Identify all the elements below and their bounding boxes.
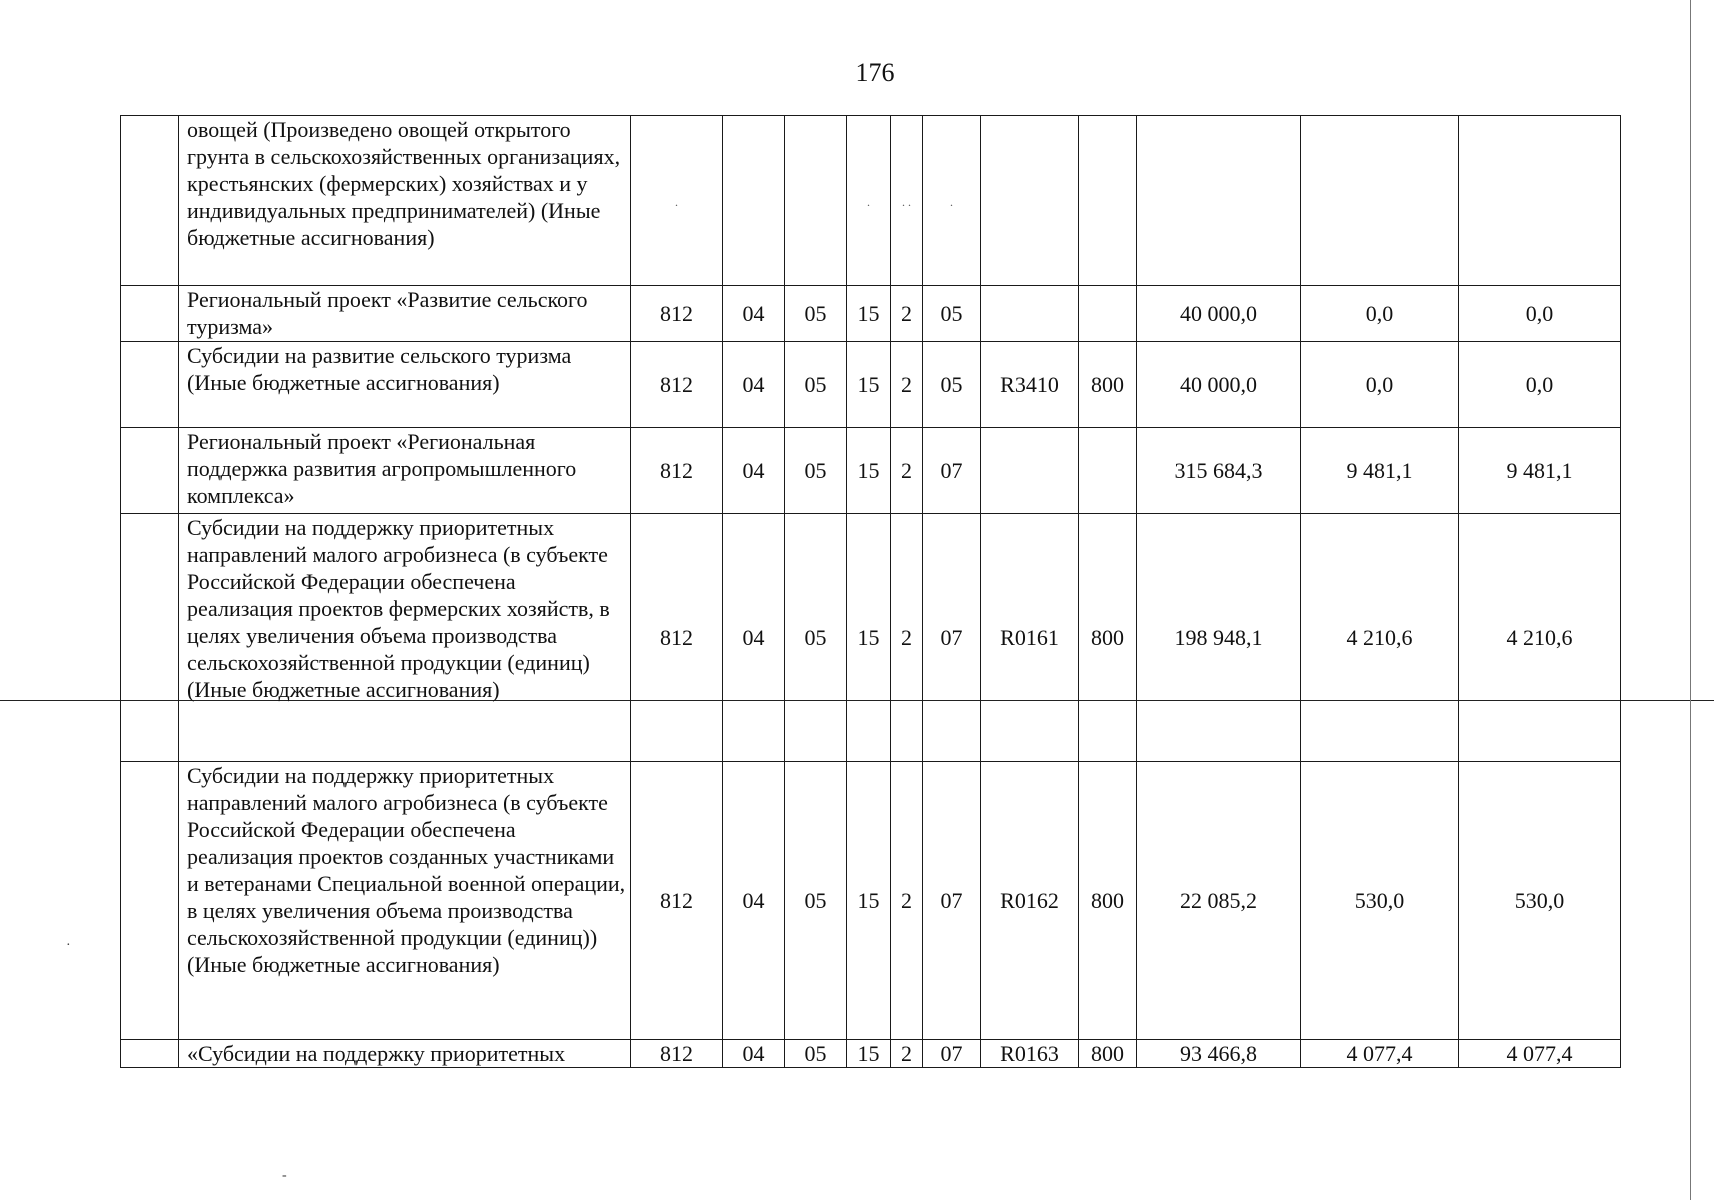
section-cell: 04 — [723, 286, 785, 342]
description-cell: Субсидии на поддержку приоритетных направлений малого агробизнеса (в субъекте Российской Федерации обеспечена реализация проектов фермерских хозяйств, в целях увеличения объема производства сельскохозяйственной продукции (единиц) (Иные бюджетные ассигнования) — [179, 514, 631, 762]
amount-2-cell: 9 481,1 — [1301, 428, 1459, 514]
expense-type-cell — [1079, 428, 1137, 514]
row-number-cell — [121, 428, 179, 514]
program-cell: 15 — [847, 342, 891, 428]
amount-2-cell: 530,0 — [1301, 762, 1459, 1040]
expense-type-cell: 800 — [1079, 762, 1137, 1040]
row-number-cell — [121, 514, 179, 762]
target-article-cell: R0163 — [981, 1040, 1079, 1068]
program-cell: 15 — [847, 514, 891, 762]
ministry-cell: 812 — [631, 286, 723, 342]
subsection-cell: 05 — [785, 1040, 847, 1068]
ministry-cell: 812 — [631, 762, 723, 1040]
section-cell: 04 — [723, 428, 785, 514]
amount-3-cell: 4 077,4 — [1459, 1040, 1621, 1068]
table-row — [121, 342, 1621, 428]
program-cell: 15 — [847, 762, 891, 1040]
subsection-cell: 05 — [785, 428, 847, 514]
subsection-cell: 05 — [785, 762, 847, 1040]
section-cell: 04 — [723, 762, 785, 1040]
amount-1-cell: 93 466,8 — [1137, 1040, 1301, 1068]
budget-table — [120, 115, 1621, 1068]
description-cell: Субсидии на развитие сельского туризма (Иные бюджетные ассигнования) — [179, 342, 631, 428]
amount-2-cell — [1301, 116, 1459, 286]
subsection-cell: 05 — [785, 342, 847, 428]
event-cell: 07 — [923, 762, 981, 1040]
expense-type-cell: 800 — [1079, 514, 1137, 762]
event-cell: 07 — [923, 514, 981, 762]
ministry-cell: 812 — [631, 428, 723, 514]
section-cell: 04 — [723, 1040, 785, 1068]
subprogram-cell: 2 — [891, 514, 923, 762]
amount-1-cell — [1137, 116, 1301, 286]
table-row — [121, 1040, 1621, 1068]
row-number-cell — [121, 286, 179, 342]
expense-type-cell — [1079, 286, 1137, 342]
amount-2-cell: 0,0 — [1301, 342, 1459, 428]
event-cell: . — [923, 116, 981, 286]
table-row — [121, 428, 1621, 514]
scan-speck: - — [282, 1168, 287, 1183]
description-cell: Субсидии на поддержку приоритетных направлений малого агробизнеса (в субъекте Российской Федерации обеспечена реализация проектов созданных участниками и ветеранами Специальной военной операции, в целях увеличения объема производства сельскохозяйственной продукции (единиц)) (Иные бюджетные ассигнования) — [179, 762, 631, 1040]
ministry-cell: 812 — [631, 1040, 723, 1068]
table-row — [121, 514, 1621, 762]
subprogram-cell: 2 — [891, 762, 923, 1040]
program-cell: 15 — [847, 428, 891, 514]
program-cell: . — [847, 116, 891, 286]
subsection-cell: 05 — [785, 286, 847, 342]
subprogram-cell: 2 — [891, 1040, 923, 1068]
amount-3-cell: 4 210,6 — [1459, 514, 1621, 762]
amount-1-cell: 22 085,2 — [1137, 762, 1301, 1040]
amount-1-cell: 315 684,3 — [1137, 428, 1301, 514]
subprogram-cell: . . — [891, 116, 923, 286]
row-number-cell — [121, 342, 179, 428]
event-cell: 05 — [923, 286, 981, 342]
expense-type-cell: 800 — [1079, 342, 1137, 428]
amount-3-cell: 0,0 — [1459, 286, 1621, 342]
table-row — [121, 116, 1621, 286]
event-cell: 07 — [923, 428, 981, 514]
amount-2-cell: 0,0 — [1301, 286, 1459, 342]
row-number-cell — [121, 762, 179, 1040]
amount-3-cell: 0,0 — [1459, 342, 1621, 428]
ministry-cell: 812 — [631, 514, 723, 762]
amount-1-cell: 40 000,0 — [1137, 342, 1301, 428]
event-cell: 07 — [923, 1040, 981, 1068]
amount-1-cell: 198 948,1 — [1137, 514, 1301, 762]
target-article-cell — [981, 428, 1079, 514]
subprogram-cell: 2 — [891, 342, 923, 428]
subsection-cell: 05 — [785, 514, 847, 762]
amount-3-cell — [1459, 116, 1621, 286]
amount-3-cell: 530,0 — [1459, 762, 1621, 1040]
event-cell: 05 — [923, 342, 981, 428]
section-cell: 04 — [723, 342, 785, 428]
target-article-cell: R3410 — [981, 342, 1079, 428]
ministry-cell: 812 — [631, 342, 723, 428]
scan-edge-line — [1690, 0, 1691, 1200]
amount-2-cell: 4 077,4 — [1301, 1040, 1459, 1068]
description-cell: «Субсидии на поддержку приоритетных — [179, 1040, 631, 1068]
row-number-cell — [121, 116, 179, 286]
amount-3-cell: 9 481,1 — [1459, 428, 1621, 514]
section-cell: 04 — [723, 514, 785, 762]
page-number: 176 — [855, 58, 895, 87]
target-article-cell — [981, 286, 1079, 342]
subprogram-cell: 2 — [891, 286, 923, 342]
subsection-cell — [785, 116, 847, 286]
scan-speck: · — [66, 938, 71, 953]
amount-1-cell: 40 000,0 — [1137, 286, 1301, 342]
description-cell: Региональный проект «Развитие сельского туризма» — [179, 286, 631, 342]
ministry-cell: . — [631, 116, 723, 286]
expense-type-cell — [1079, 116, 1137, 286]
program-cell: 15 — [847, 1040, 891, 1068]
description-cell: овощей (Произведено овощей открытого грунта в сельскохозяйственных организациях, крестьянских (фермерских) хозяйствах и у индивидуальных предпринимателей) (Иные бюджетные ассигнования) — [179, 116, 631, 286]
section-cell — [723, 116, 785, 286]
row-number-cell — [121, 1040, 179, 1068]
table-row — [121, 762, 1621, 1040]
expense-type-cell: 800 — [1079, 1040, 1137, 1068]
target-article-cell — [981, 116, 1079, 286]
table-row — [121, 286, 1621, 342]
target-article-cell: R0161 — [981, 514, 1079, 762]
program-cell: 15 — [847, 286, 891, 342]
description-cell: Региональный проект «Региональная поддержка развития агропромышленного комплекса» — [179, 428, 631, 514]
subprogram-cell: 2 — [891, 428, 923, 514]
target-article-cell: R0162 — [981, 762, 1079, 1040]
amount-2-cell: 4 210,6 — [1301, 514, 1459, 762]
